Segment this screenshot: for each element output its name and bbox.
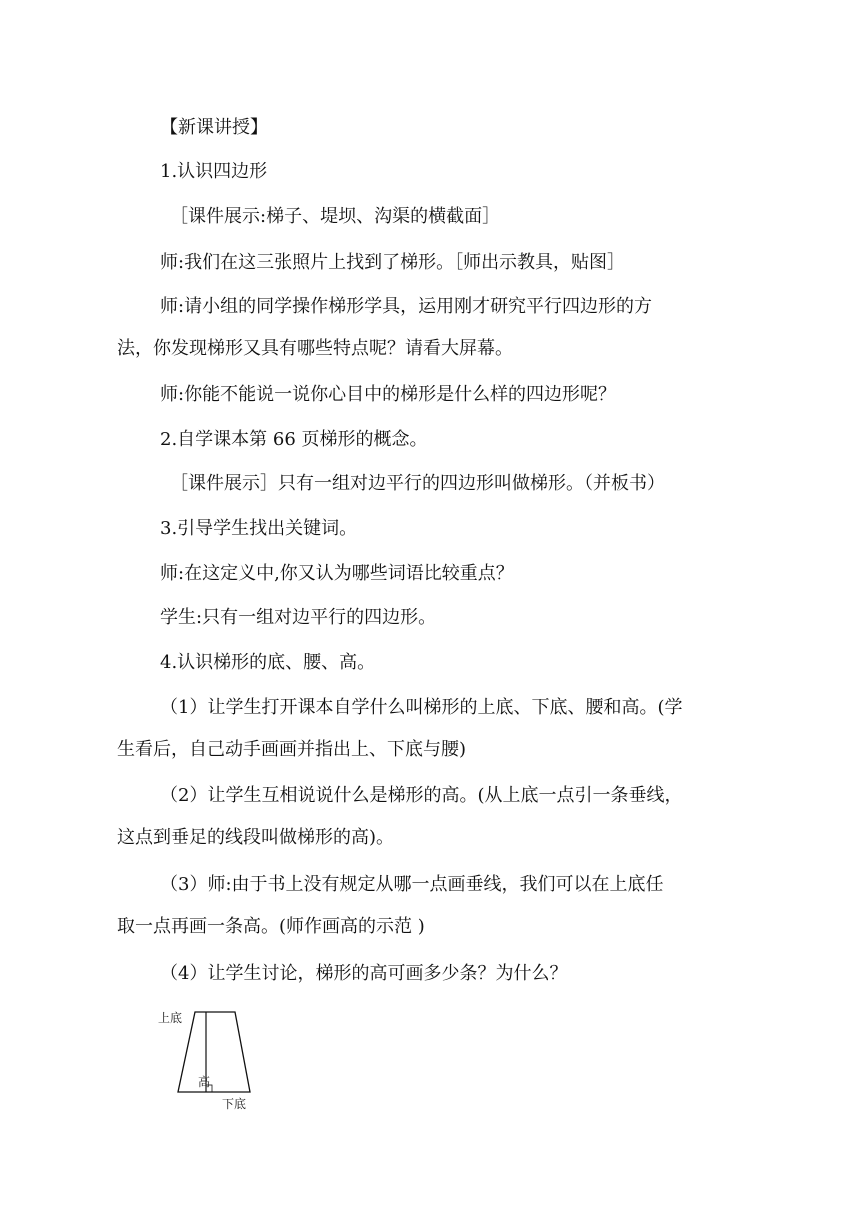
paragraph-14-line-2: 取一点再画一条高。(师作画高的示范 )	[117, 916, 425, 937]
bottom-base-label: 下底	[222, 1097, 247, 1111]
paragraph-10: 学生:只有一组对边平行的四边形。	[160, 607, 437, 628]
paragraph-4	[117, 297, 737, 359]
paragraph-6: 2.自学课本第 66 页梯形的概念。	[160, 429, 428, 450]
paragraph-5: 师:你能不能说一说你心目中的梯形是什么样的四边形呢？	[160, 384, 617, 405]
trapezoid-figure	[155, 1005, 265, 1117]
paragraph-7: ［课件展示］只有一组对边平行的四边形叫做梯形。（并板书）	[170, 473, 665, 494]
paragraph-12-line-2: 生看后，自己动手画画并指出上、下底与腰)	[117, 739, 467, 760]
paragraph-14-line-1: （3）师:由于书上没有规定从哪一点画垂线，我们可以在上底任	[160, 874, 664, 895]
height-label: 高	[198, 1075, 211, 1089]
paragraph-14	[117, 875, 737, 937]
paragraph-3: 师:我们在这三张照片上找到了梯形。［师出示教具，贴图］	[160, 252, 626, 273]
paragraph-8: 3.引导学生找出关键词。	[160, 518, 358, 539]
paragraph-2: ［课件展示:梯子、堤坝、沟渠的横截面］	[170, 206, 501, 227]
paragraph-13-line-2: 这点到垂足的线段叫做梯形的高)。	[117, 827, 395, 848]
paragraph-15: （4）让学生讨论，梯形的高可画多少条？为什么？	[160, 963, 568, 984]
paragraph-13-line-1: （2）让学生互相说说什么是梯形的高。(从上底一点引一条垂线，	[160, 785, 683, 806]
trapezoid-shape	[178, 1012, 250, 1092]
section-heading: 【新课讲授】	[160, 117, 268, 138]
paragraph-11: 4.认识梯形的底、腰、高。	[160, 652, 376, 673]
paragraph-9: 师:在这定义中,你又认为哪些词语比较重点？	[160, 563, 514, 584]
paragraph-4-line-1: 师:请小组的同学操作梯形学具，运用刚才研究平行四边形的方	[160, 296, 653, 317]
paragraph-13	[117, 786, 737, 848]
paragraph-12	[117, 698, 737, 760]
paragraph-12-line-1: （1）让学生打开课本自学什么叫梯形的上底、下底、腰和高。(学	[160, 697, 683, 718]
paragraph-4-line-2: 法，你发现梯形又具有哪些特点呢？请看大屏幕。	[117, 338, 513, 359]
paragraph-1: 1.认识四边形	[160, 161, 268, 182]
top-base-label: 上底	[158, 1011, 183, 1025]
